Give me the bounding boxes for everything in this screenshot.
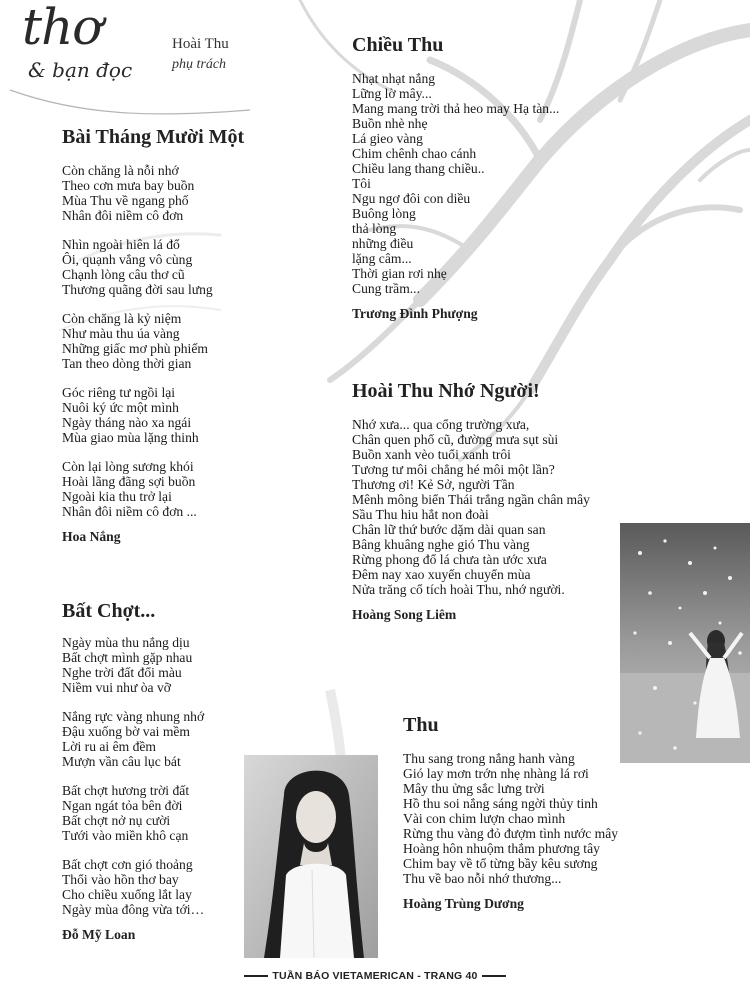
poem-line: Thương quãng đời sau lưng [62,282,213,297]
poem-line: Buồn nhè nhẹ [352,116,428,131]
poem-line: Cho chiều xuống lắt lay [62,887,192,902]
poem-line: Ngày mùa thu nắng dịu [62,635,190,650]
poem-line: Như màu thu úa vàng [62,326,180,341]
poem-line: Tan theo dòng thời gian [62,356,192,371]
poem-line: Nửa trăng cổ tích hoài Thu, nhớ người. [352,582,565,597]
poem-title: Hoài Thu Nhớ Người! [352,380,540,402]
poem-title: Bất Chợt... [62,600,156,622]
poem-line: Chạnh lòng câu thơ cũ [62,267,185,282]
poem-line: Hoàng hôn nhuộm thắm phương tây [403,841,600,856]
photo-woman-falling-leaves [620,523,750,763]
poem-line: Thu sang trong nắng hanh vàng [403,751,575,766]
poem-line: Ngu ngơ đôi con diều [352,191,471,206]
stanza [62,459,244,519]
poem-line: Rừng phong đổ lá chưa tàn ước xưa [352,552,547,567]
footer-rule-right [482,975,506,977]
editor-name: Hoài Thu [172,36,229,52]
poem-line: Lời ru ai êm đềm [62,739,157,754]
poem-bat-chot [62,600,204,943]
poem-title: Chiều Thu [352,34,444,56]
poem-line: Bất chợt mình gặp nhau [62,650,193,665]
footer-text: TUẦN BÁO VIETAMERICAN - TRANG 40 [272,970,478,982]
poem-line: Những giấc mơ phù phiếm [62,341,208,356]
poem-line: Cung trầm... [352,281,420,296]
poem-author: Hoàng Song Liêm [352,607,457,622]
stanza [62,311,244,371]
poem-line: những điều [352,236,414,251]
stanza [352,417,590,597]
poem-line: Mây thu ửng sắc lưng trời [403,781,545,796]
poem-line: Đậu xuống bờ vai mềm [62,724,190,739]
poem-line: Hồ thu soi nắng sáng ngời thủy tinh [403,796,598,811]
poem-line: Ôi, quạnh vắng vô cùng [62,252,193,267]
poem-line: Ngày tháng nào xa ngái [62,415,192,430]
editor-role: phụ trách [172,57,227,72]
poem-author: Hoa Nắng [62,529,121,544]
poem-line: Thổi vào hồn thơ bay [62,872,179,887]
poem-title: Thu [403,714,439,736]
poem-line: Nhân đôi niềm cô đơn [62,208,184,223]
stanza [62,385,244,445]
poem-line: Tương tư môi chẳng hé môi một lần? [352,462,555,477]
poem-line: Bất chợt hương trời đất [62,783,190,798]
stanza [62,635,204,695]
poem-line: Mượn vần câu lục bát [62,754,181,769]
poem-line: Lững lờ mây... [352,86,432,101]
poem-line: Nhạt nhạt nắng [352,71,436,86]
poem-line: Buồn xanh vèo tuổi xanh trôi [352,447,511,462]
stanza [62,783,204,843]
poem-line: Mênh mông biển Thái trắng ngần chân mây [352,492,590,507]
poem-line: Rừng thu vàng đỏ đượm tình nước mây [403,826,619,841]
poem-line: Chân quen phố cũ, đường mưa sụt sùi [352,432,559,447]
poem-line: Theo cơn mưa bay buồn [62,178,195,193]
stanza [62,709,204,769]
poem-line: Bâng khuâng nghe gió Thu vàng [352,537,530,552]
poem-line: Sầu Thu hiu hắt non đoài [352,507,489,522]
photo-woman-ao-dai [244,755,378,958]
poem-line: Thời gian rơi nhẹ [352,266,447,281]
poem-line: Còn lại lòng sương khói [62,459,194,474]
poem-line: Vài con chim lượn chao mình [403,811,566,826]
poem-line: Mùa Thu về ngang phố [62,193,189,208]
poem-line: Tôi [352,176,371,191]
poem-line: Còn chăng là nỗi nhớ [62,163,179,178]
page-footer [0,970,750,982]
poem-author: Hoàng Trùng Dương [403,896,524,911]
poem-line: Lá gieo vàng [352,131,423,146]
stanza [403,751,618,886]
poem-thu [403,714,618,912]
footer-rule-left [244,975,268,977]
poem-bai-thang-muoi-mot [62,126,244,545]
poem-line: Đêm nay xao xuyến chuyển mùa [352,567,531,582]
poem-line: Ngan ngát tỏa bên đời [62,798,183,813]
poem-line: Chim chênh chao cánh [352,146,477,161]
poem-line: Bất chợt nở nụ cười [62,813,171,828]
poem-line: Thương ơi! Kẻ Sở, người Tần [352,477,515,492]
poem-line: Nhìn ngoài hiên lá đổ [62,237,180,252]
poem-line: Niềm vui như òa vỡ [62,680,171,695]
poem-line: Mang mang trời thả heo may Hạ tàn... [352,101,560,116]
poem-line: Buông lòng [352,206,416,221]
poem-chieu-thu [352,34,559,322]
poem-line: Chân lữ thứ bước dặm dài quan san [352,522,546,537]
poem-line: Chim bay về tổ từng bầy kêu sương [403,856,598,871]
poem-line: Nắng rực vàng nhung nhớ [62,709,205,724]
poem-line: Ngoài kia thu trở lại [62,489,172,504]
poem-line: Hoài lãng đãng sợi buồn [62,474,196,489]
poem-line: Tưới vào miền khô cạn [62,828,189,843]
poem-line: Góc riêng tư ngồi lại [62,385,176,400]
poem-line: Nhớ xưa... qua cổng trường xưa, [352,417,530,432]
poem-title: Bài Tháng Mười Một [62,126,245,148]
section-logo: thơ [22,0,102,56]
poem-line: Mùa giao mùa lặng thinh [62,430,199,445]
poem-line: Nghe trời đất đổi màu [62,665,182,680]
poem-author: Trương Đình Phượng [352,306,478,321]
poem-line: Nhân đôi niềm cô đơn ... [62,504,197,519]
stanza [62,163,244,223]
poem-line: Ngày mùa đông vừa tới… [62,902,205,917]
poem-line: lặng câm... [352,251,412,266]
poem-line: Nuôi ký ức một mình [62,400,179,415]
poem-line: Gió lay mơn trớn nhẹ nhàng lá rơi [403,766,589,781]
poem-line: thả lòng [352,221,397,236]
poem-line: Thu về bao nỗi nhớ thương... [403,871,562,886]
poem-line: Bất chợt cơn gió thoảng [62,857,193,872]
poem-hoai-thu-nho-nguoi [352,380,590,623]
stanza [62,237,244,297]
stanza [352,71,559,296]
section-logo-subtitle: & bạn đọc [28,58,133,82]
poem-line: Chiều lang thang chiều.. [352,161,485,176]
poem-author: Đỗ Mỹ Loan [62,927,136,942]
stanza [62,857,204,917]
poem-line: Còn chăng là kỷ niệm [62,311,182,326]
